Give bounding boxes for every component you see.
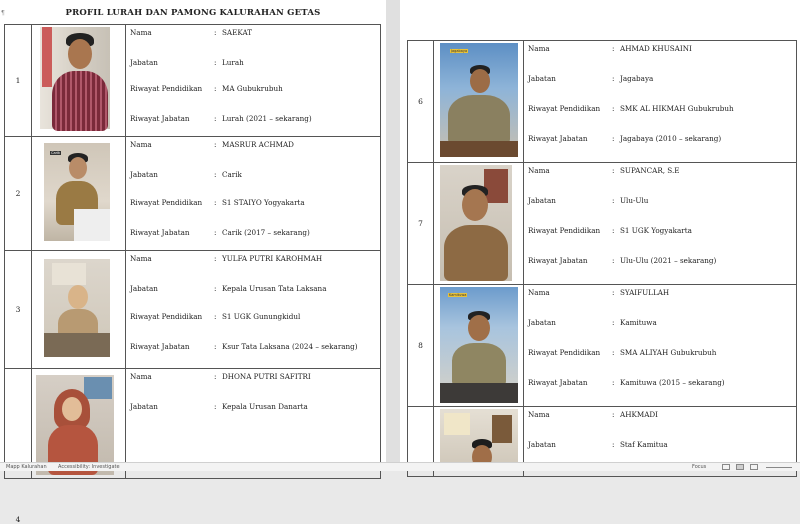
- value-pendidikan: SMK AL HIKMAH Gubukrubuh: [620, 104, 734, 113]
- sign-jagabaya: Jagabaya: [451, 49, 468, 53]
- value-pendidikan: S1 UGK Yogyakarta: [620, 226, 692, 235]
- value-riwayat-jabatan: Ksur Tata Laksana (2024 – sekarang): [222, 342, 358, 351]
- label-jabatan: Jabatan: [130, 58, 158, 67]
- separator: :: [612, 440, 615, 449]
- value-jabatan: Carik: [222, 170, 242, 179]
- photo-ahmad-khusaini: [440, 43, 518, 157]
- label-pendidikan: Riwayat Pendidikan: [130, 312, 203, 321]
- sign-kamituwa: Kamituwa: [449, 293, 467, 297]
- value-jabatan: Kamituwa: [620, 318, 657, 327]
- separator: :: [612, 318, 615, 327]
- value-riwayat-jabatan: Ulu-Ulu (2021 – sekarang): [620, 256, 717, 265]
- separator: :: [214, 198, 217, 207]
- value-jabatan: Ulu-Ulu: [620, 196, 649, 205]
- separator: :: [612, 74, 615, 83]
- value-pendidikan: MA Gubukrubuh: [222, 84, 283, 93]
- table-row: [5, 25, 381, 137]
- photo-ahkmadi: [440, 409, 518, 469]
- label-riwayat-jabatan: Riwayat Jabatan: [130, 114, 190, 123]
- focus-mode-button[interactable]: Focus: [692, 464, 707, 470]
- read-mode-icon[interactable]: [722, 464, 730, 470]
- label-riwayat-jabatan: Riwayat Jabatan: [130, 342, 190, 351]
- status-page-info[interactable]: Mapp Kalurahan: [6, 464, 47, 470]
- label-riwayat-jabatan: Riwayat Jabatan: [130, 228, 190, 237]
- photo-syaifullah: [440, 287, 518, 403]
- value-nama: SYAIFULLAH: [620, 288, 670, 297]
- value-nama: SUPANCAR, S.E: [620, 166, 680, 175]
- label-nama: Nama: [130, 140, 152, 149]
- separator: :: [214, 312, 217, 321]
- separator: :: [214, 228, 217, 237]
- value-nama: AHKMADI: [620, 410, 658, 419]
- separator: :: [214, 284, 217, 293]
- separator: :: [612, 410, 615, 419]
- photo-masrur-achmad: [44, 143, 110, 241]
- value-pendidikan: SMA ALIYAH Gubukrubuh: [620, 348, 717, 357]
- profile-table-left: [4, 24, 381, 524]
- separator: :: [214, 140, 217, 149]
- document-title: PROFIL LURAH DAN PAMONG KALURAHAN GETAS: [65, 8, 321, 18]
- label-jabatan: Jabatan: [528, 318, 556, 327]
- label-jabatan: Jabatan: [528, 196, 556, 205]
- separator: :: [612, 378, 615, 387]
- label-pendidikan: Riwayat Pendidikan: [528, 348, 601, 357]
- row-number-text: 4: [15, 515, 21, 524]
- label-nama: Nama: [528, 410, 550, 419]
- photo-cell: [434, 285, 524, 407]
- row-number: 7: [408, 163, 434, 285]
- value-pendidikan: S1 UGK Gunungkidul: [222, 312, 301, 321]
- print-layout-icon[interactable]: [736, 464, 744, 470]
- separator: :: [214, 402, 217, 411]
- label-riwayat-jabatan: Riwayat Jabatan: [528, 378, 588, 387]
- photo-saekat: [40, 27, 110, 129]
- value-jabatan: Jagabaya: [620, 74, 654, 83]
- value-nama: DHONA PUTRI SAFITRI: [222, 372, 311, 381]
- label-jabatan: Jabatan: [130, 170, 158, 179]
- label-riwayat-jabatan: Riwayat Jabatan: [528, 134, 588, 143]
- label-jabatan: Jabatan: [130, 402, 158, 411]
- details-cell: [524, 163, 797, 285]
- value-pendidikan: S1 STAIYO Yogyakarta: [222, 198, 305, 207]
- label-jabatan: Jabatan: [528, 440, 556, 449]
- photo-yulfa-putri-karohmah: [44, 259, 110, 357]
- accessibility-status[interactable]: Accessibility: Investigate: [58, 464, 120, 470]
- sign-carik: Carik: [51, 151, 61, 155]
- label-jabatan: Jabatan: [130, 284, 158, 293]
- photo-cell: [32, 137, 126, 251]
- separator: :: [612, 226, 615, 235]
- table-row: [408, 41, 797, 163]
- separator: :: [612, 134, 615, 143]
- profile-table-right: [407, 40, 797, 477]
- status-bar: [0, 462, 800, 471]
- label-nama: Nama: [130, 254, 152, 263]
- document-page-right: [400, 0, 800, 462]
- label-pendidikan: Riwayat Pendidikan: [130, 84, 203, 93]
- details-cell: [126, 251, 381, 369]
- label-nama: Nama: [130, 28, 152, 37]
- separator: :: [214, 254, 217, 263]
- label-pendidikan: Riwayat Pendidikan: [528, 104, 601, 113]
- value-riwayat-jabatan: Kamituwa (2015 – sekarang): [620, 378, 725, 387]
- paragraph-mark-icon: ¶: [1, 10, 5, 17]
- details-cell: [524, 285, 797, 407]
- table-row: [408, 163, 797, 285]
- row-number: 6: [408, 41, 434, 163]
- photo-cell: [32, 25, 126, 137]
- photo-cell: [434, 41, 524, 163]
- label-nama: Nama: [528, 166, 550, 175]
- photo-cell: [434, 163, 524, 285]
- separator: :: [612, 104, 615, 113]
- row-number: 2: [5, 137, 32, 251]
- row-number: 1: [5, 25, 32, 137]
- table-row: [5, 251, 381, 369]
- label-nama: Nama: [130, 372, 152, 381]
- value-riwayat-jabatan: Jagabaya (2010 – sekarang): [620, 134, 722, 143]
- value-nama: AHMAD KHUSAINI: [620, 44, 692, 53]
- separator: :: [214, 84, 217, 93]
- separator: :: [214, 114, 217, 123]
- separator: :: [612, 256, 615, 265]
- value-jabatan: Kepala Urusan Danarta: [222, 402, 308, 411]
- separator: :: [214, 372, 217, 381]
- table-row: [5, 137, 381, 251]
- separator: :: [612, 44, 615, 53]
- separator: :: [214, 58, 217, 67]
- value-riwayat-jabatan: Lurah (2021 – sekarang): [222, 114, 312, 123]
- value-jabatan: Kepala Urusan Tata Laksana: [222, 284, 327, 293]
- photo-dhona-putri-safitri: [36, 375, 114, 475]
- label-jabatan: Jabatan: [528, 74, 556, 83]
- photo-cell: [32, 251, 126, 369]
- value-riwayat-jabatan: Carik (2017 – sekarang): [222, 228, 310, 237]
- details-cell: [126, 137, 381, 251]
- details-cell: [524, 41, 797, 163]
- zoom-slider[interactable]: [766, 467, 792, 468]
- row-number: 3: [5, 251, 32, 369]
- details-cell: [126, 25, 381, 137]
- label-pendidikan: Riwayat Pendidikan: [528, 226, 601, 235]
- separator: :: [612, 288, 615, 297]
- separator: :: [612, 166, 615, 175]
- photo-supancar: [440, 165, 512, 281]
- label-nama: Nama: [528, 44, 550, 53]
- separator: :: [214, 28, 217, 37]
- label-nama: Nama: [528, 288, 550, 297]
- table-row: [408, 285, 797, 407]
- page-gutter: [386, 0, 400, 462]
- row-number: 8: [408, 285, 434, 407]
- separator: :: [214, 170, 217, 179]
- label-riwayat-jabatan: Riwayat Jabatan: [528, 256, 588, 265]
- separator: :: [612, 196, 615, 205]
- web-layout-icon[interactable]: [750, 464, 758, 470]
- value-nama: YULFA PUTRI KAROHMAH: [222, 254, 323, 263]
- separator: :: [214, 342, 217, 351]
- label-pendidikan: Riwayat Pendidikan: [130, 198, 203, 207]
- value-nama: MASRUR ACHMAD: [222, 140, 294, 149]
- separator: :: [612, 348, 615, 357]
- value-jabatan: Staf Kamitua: [620, 440, 668, 449]
- value-jabatan: Lurah: [222, 58, 244, 67]
- value-nama: SAEKAT: [222, 28, 253, 37]
